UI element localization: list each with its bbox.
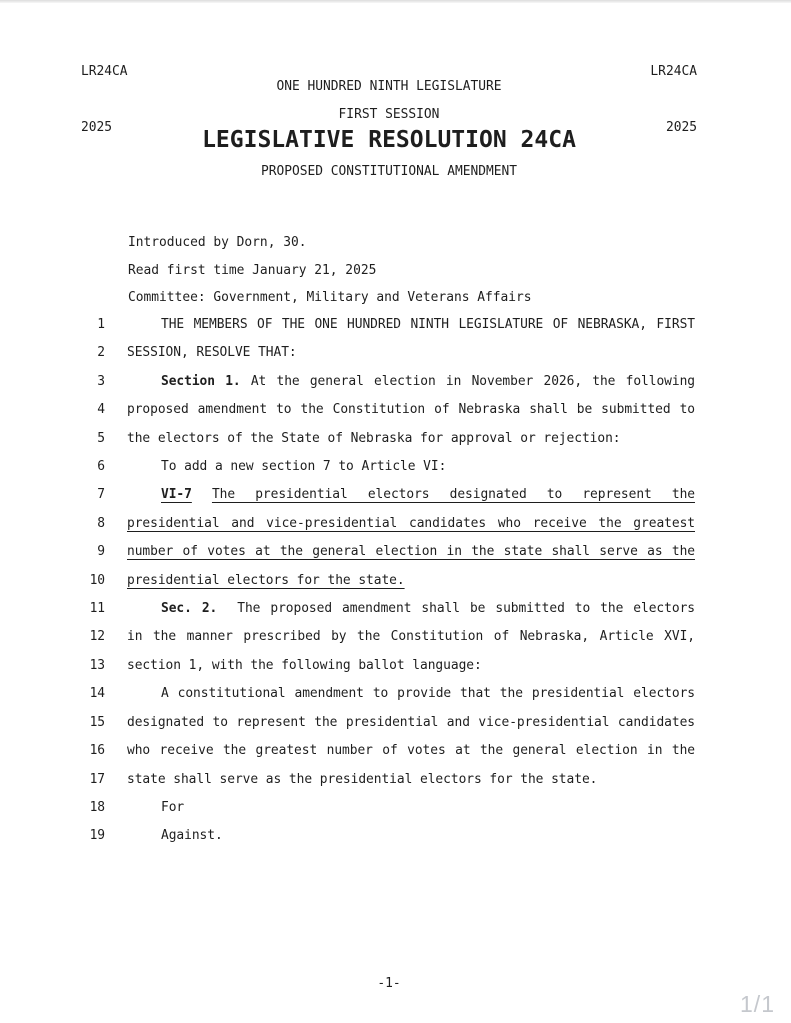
line-number: 7 xyxy=(97,487,105,503)
line-number: 4 xyxy=(97,402,105,418)
line-number: 3 xyxy=(97,373,105,389)
document-line xyxy=(0,510,791,538)
doc-code: LR24CA xyxy=(81,64,128,79)
line-text: who receive the greatest number of votes at the general election in the xyxy=(127,743,695,759)
line-number: 5 xyxy=(97,430,105,446)
read-first-time-line: Read first time January 21, 2025 xyxy=(128,262,377,278)
document-line xyxy=(0,538,791,566)
line-text: Sec. 2. The proposed amendment shall be submitted to the electors xyxy=(161,601,695,617)
document-line xyxy=(0,623,791,651)
document-line xyxy=(0,680,791,708)
line-number: 14 xyxy=(89,686,105,702)
line-text: SESSION, RESOLVE THAT: xyxy=(127,345,297,361)
line-number: 9 xyxy=(97,544,105,560)
document-line xyxy=(0,652,791,680)
line-text: proposed amendment to the Constitution of Nebraska shall be submitted to xyxy=(127,402,695,418)
doc-year: 2025 xyxy=(81,119,113,135)
line-text: section 1, with the following ballot language: xyxy=(127,657,482,673)
document-line xyxy=(0,822,791,850)
line-text: presidential and vice-presidential candidates who receive the greatest xyxy=(127,515,695,531)
line-number: 8 xyxy=(97,515,105,531)
document-line xyxy=(0,481,791,509)
line-number: 2 xyxy=(97,345,105,361)
page-top-edge xyxy=(0,0,791,3)
introduced-by-line: Introduced by Dorn, 30. xyxy=(128,235,307,250)
introduction-block xyxy=(128,229,728,312)
document-line xyxy=(0,396,791,424)
line-text: VI-7 The presidential electors designated to represent the xyxy=(161,487,695,503)
document-line xyxy=(0,567,791,595)
line-text: To add a new section 7 to Article VI: xyxy=(161,459,447,475)
document-title: LEGISLATIVE RESOLUTION 24CA xyxy=(202,127,576,153)
line-text: state shall serve as the presidential electors for the state. xyxy=(127,771,598,787)
document-line xyxy=(0,794,791,822)
line-text: presidential electors for the state. xyxy=(127,572,405,588)
line-text: in the manner prescribed by the Constitution of Nebraska, Article XVI, xyxy=(127,629,695,645)
document-line xyxy=(0,339,791,367)
legislature-heading: ONE HUNDRED NINTH LEGISLATURE xyxy=(276,79,502,94)
line-number: 1 xyxy=(97,317,105,332)
line-text: For xyxy=(161,799,185,815)
line-number: 19 xyxy=(89,828,105,844)
document-line xyxy=(0,453,791,481)
line-number: 18 xyxy=(89,799,105,815)
document-line xyxy=(0,425,791,453)
line-number: 17 xyxy=(89,771,105,787)
document-line xyxy=(0,766,791,794)
document-line xyxy=(0,709,791,737)
line-text: designated to represent the presidential and vice-presidential candidates xyxy=(127,714,695,730)
document-line xyxy=(0,737,791,765)
doc-code: LR24CA xyxy=(650,64,697,79)
line-text: THE MEMBERS OF THE ONE HUNDRED NINTH LEGISLATURE OF NEBRASKA, FIRST xyxy=(161,317,695,332)
line-text: A constitutional amendment to provide that the presidential electors xyxy=(161,686,695,702)
viewer-page-indicator: 1/1 xyxy=(740,991,775,1017)
document-line xyxy=(0,595,791,623)
line-number: 13 xyxy=(89,657,105,673)
line-number: 10 xyxy=(89,572,105,588)
page-number: -1- xyxy=(377,976,401,991)
document-line xyxy=(0,311,791,339)
line-number: 15 xyxy=(89,714,105,730)
doc-year: 2025 xyxy=(665,119,697,135)
line-number: 11 xyxy=(89,601,105,617)
line-text: Against. xyxy=(161,828,223,844)
line-number: 12 xyxy=(89,629,105,645)
document-line xyxy=(0,368,791,396)
session-heading: FIRST SESSION xyxy=(338,107,440,122)
line-number: 6 xyxy=(97,459,105,475)
line-number: 16 xyxy=(89,743,105,759)
body-lines xyxy=(0,311,791,851)
line-text: number of votes at the general election in the state shall serve as the xyxy=(127,544,695,560)
line-text: Section 1. At the general election in November 2026, the following xyxy=(161,373,696,389)
committee-line: Committee: Government, Military and Veterans Affairs xyxy=(128,290,532,306)
document-subtitle: PROPOSED CONSTITUTIONAL AMENDMENT xyxy=(260,164,518,179)
line-text: the electors of the State of Nebraska for approval or rejection: xyxy=(127,430,621,446)
